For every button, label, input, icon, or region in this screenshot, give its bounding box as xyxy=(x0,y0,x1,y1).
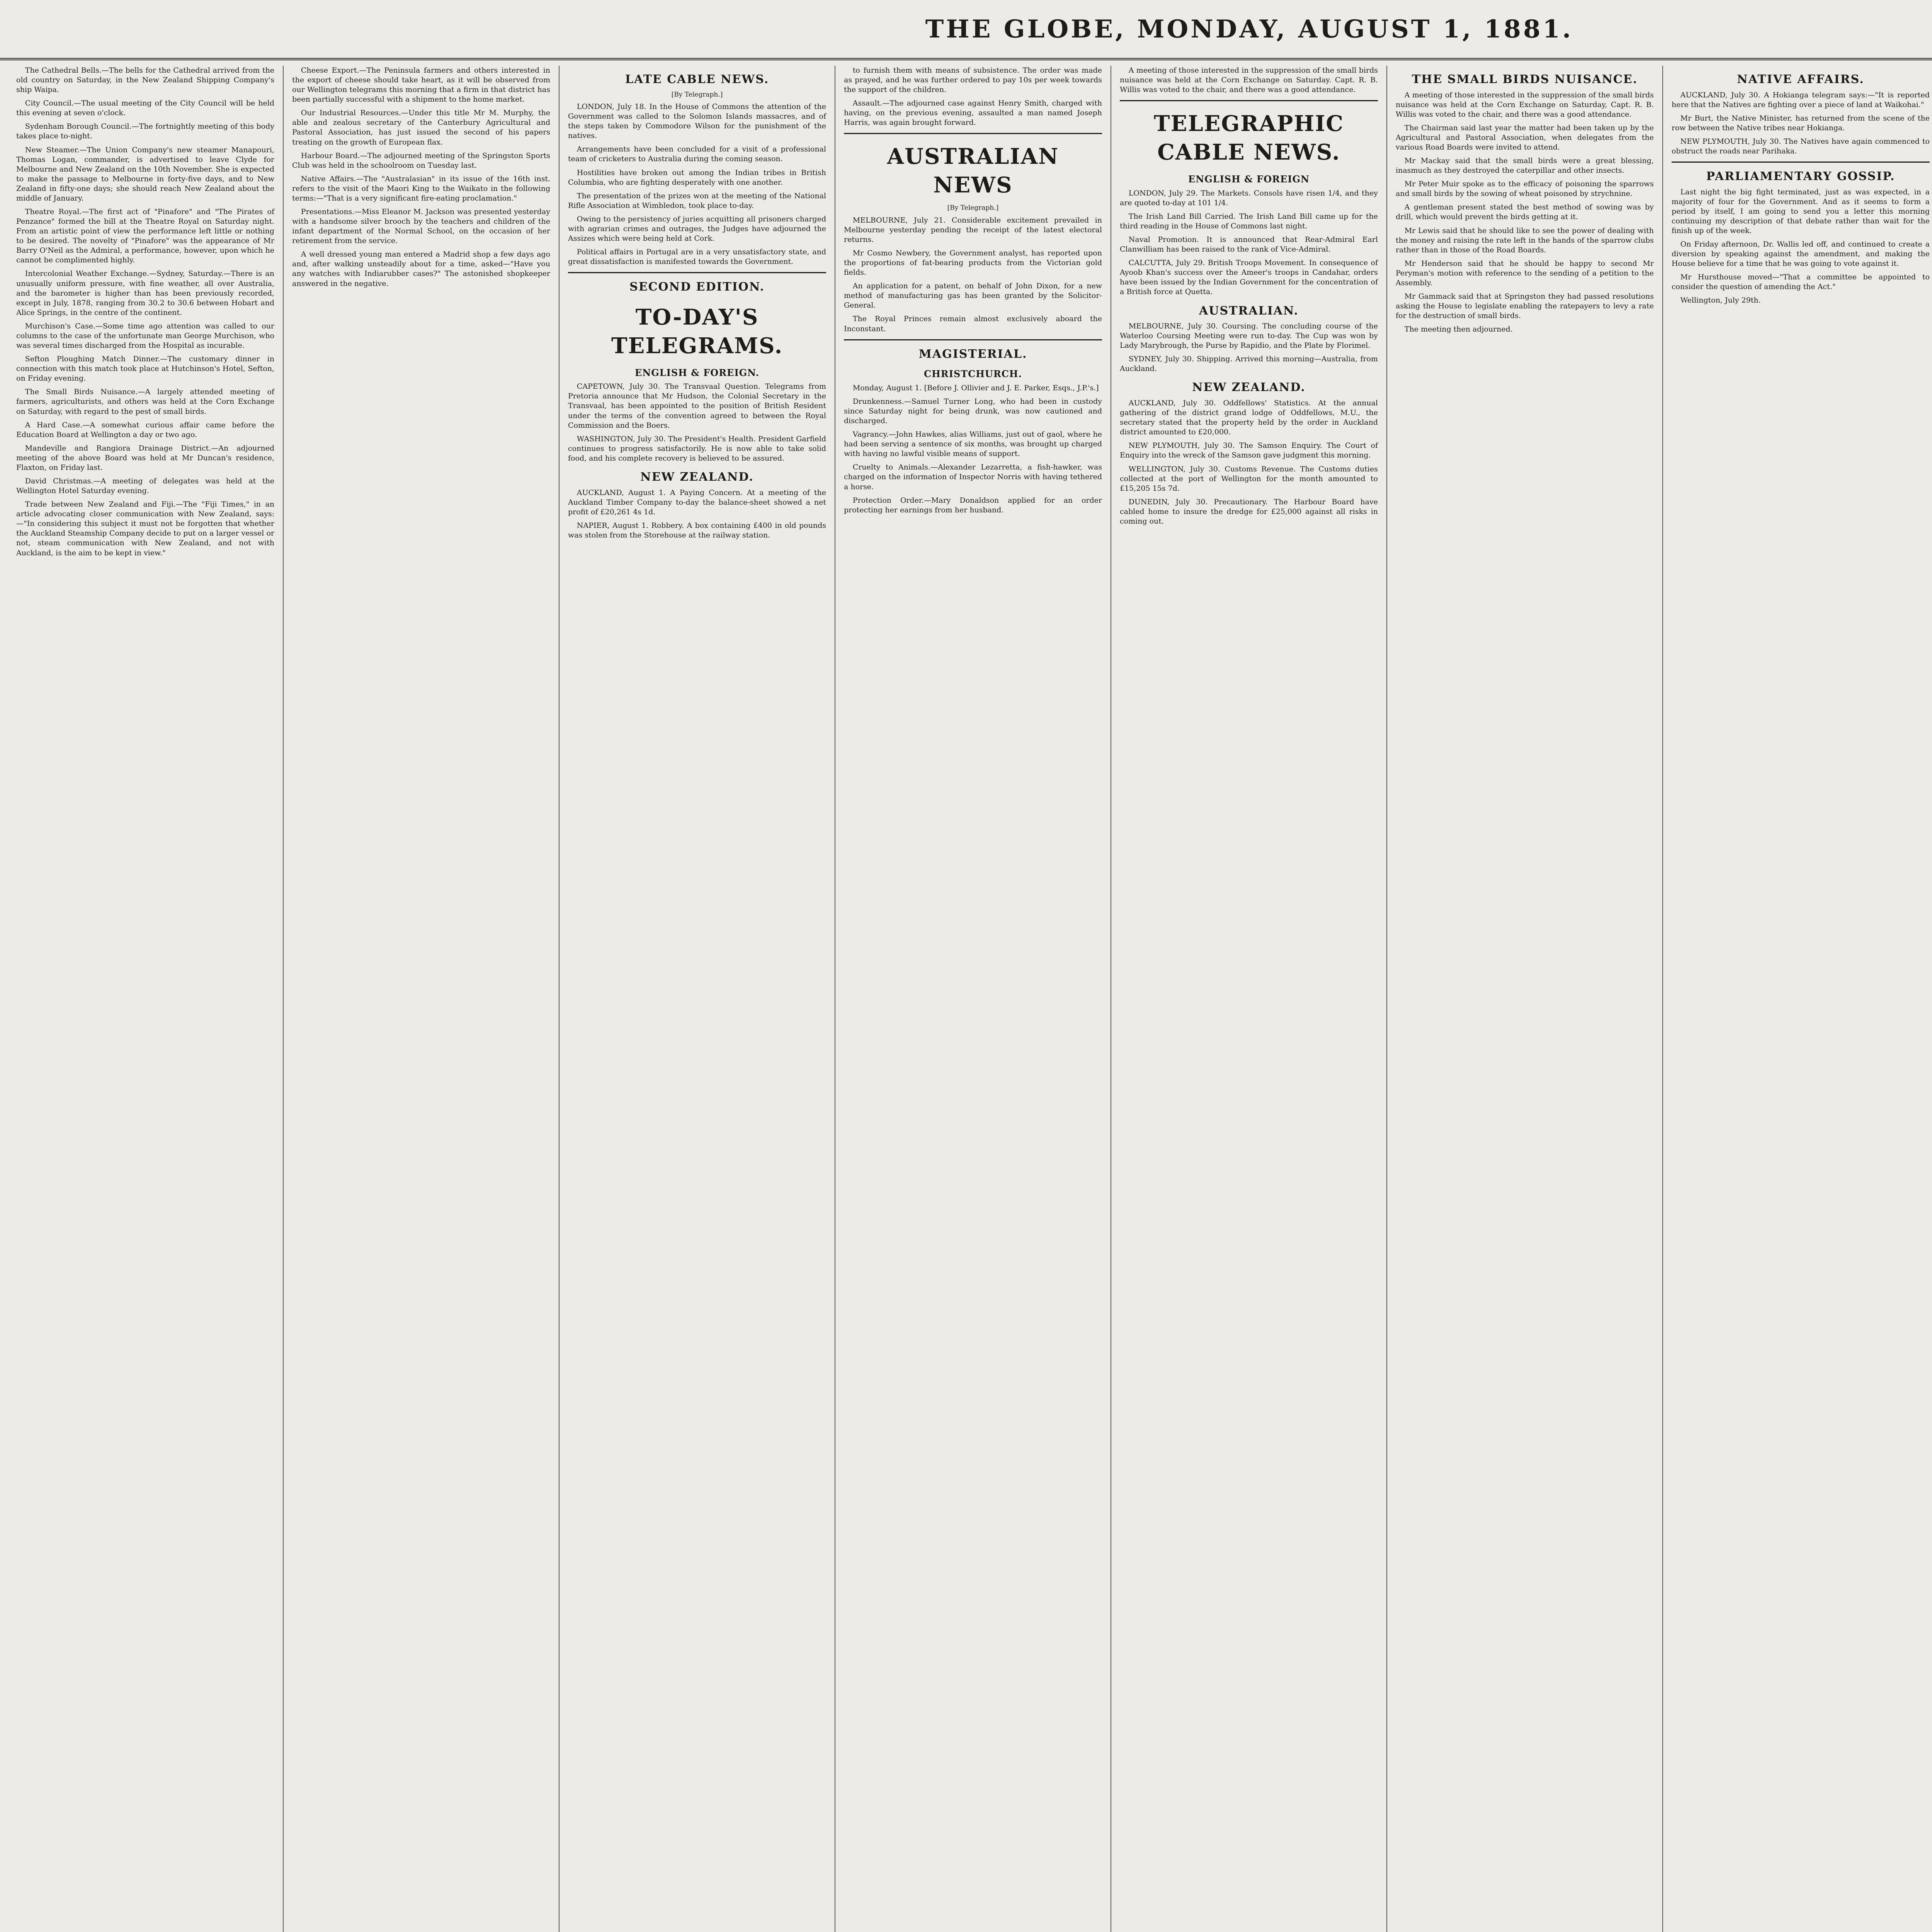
article: NAPIER, August 1. Robbery. A box containing £400 in old pounds was stolen from the Storehouse at the railway station. xyxy=(568,521,826,539)
article: LONDON, July 18. In the House of Commons the attention of the Government was called to the Solomon Islands massacres, and of the steps taken by Commodore Wilson for the punishment of the natives. xyxy=(568,102,826,140)
section-subheading: [By Telegraph.] xyxy=(947,204,999,212)
article: Owing to the persistency of juries acquitting all prisoners charged with agrarian crimes and outrages, the Judges have adjourned the Assizes which were being held at Cork. xyxy=(568,214,826,243)
section-heading: THE SMALL BIRDS NUISANCE. xyxy=(1412,73,1638,86)
article: AUCKLAND, August 1. A Paying Concern. At a meeting of the Auckland Timber Company to-day the balance-sheet showed a net profit of £20,261 4s 1d. xyxy=(568,488,826,516)
divider xyxy=(844,339,1102,340)
article: Mr Henderson said that he should be happy to second Mr Peryman's motion with reference to the sending of a petition to the Assembly. xyxy=(1396,259,1654,287)
article: The Royal Princes remain almost exclusively aboard the Inconstant. xyxy=(844,315,1102,333)
article: Protection Order.—Mary Donaldson applied for an order protecting her earnings from her husband. xyxy=(844,496,1102,514)
article: A meeting of those interested in the suppression of the small birds nuisance was held at the Corn Exchange on Saturday. Capt. R. B. Willis was voted to the chair, and there was a good attendance. xyxy=(1120,66,1378,94)
article: Presentations.—Miss Eleanor M. Jackson was presented yesterday with a handsome silver brooch by the teachers and children of the infant department of the Normal School, on the occasion of her retirement from the service. xyxy=(292,207,550,245)
article: DUNEDIN, July 30. Precautionary. The Harbour Board have cabled home to insure the dredge for £25,000 against all risks in coming out. xyxy=(1120,497,1378,526)
article: NEW PLYMOUTH, July 30. The Natives have again commenced to obstruct the roads near Parihaka. xyxy=(1672,137,1930,155)
newspaper-columns xyxy=(8,66,1932,1932)
masthead xyxy=(0,0,1932,60)
column-5 xyxy=(1111,66,1387,1932)
article: Monday, August 1. [Before J. Ollivier and J. E. Parker, Esqs., J.P.'s.] xyxy=(852,383,1099,392)
section-heading: SECOND EDITION. xyxy=(629,280,765,294)
article: The Irish Land Bill Carried. The Irish Land Bill came up for the third reading in the House of Commons last night. xyxy=(1120,212,1378,230)
column-1 xyxy=(8,66,284,1932)
section-subheading: ENGLISH & FOREIGN. xyxy=(635,367,759,378)
article: The Small Birds Nuisance.—A largely attended meeting of farmers, agriculturists, and others was held at the Corn Exchange on Saturday, with regard to the pest of small birds. xyxy=(16,388,274,416)
divider xyxy=(1120,100,1378,101)
article: Political affairs in Portugal are in a very unsatisfactory state, and great dissatisfaction is manifested towards the Government. xyxy=(568,248,826,266)
article: MELBOURNE, July 21. Considerable excitement prevailed in Melbourne yesterday pending the receipt of the latest electoral returns. xyxy=(844,216,1102,244)
article: Mr Lewis said that he should like to see the power of dealing with the money and raising the rate left in the hands of the sparrow clubs rather than in those of the Road Boards. xyxy=(1396,226,1654,254)
section-subheading: [By Telegraph.] xyxy=(671,90,723,99)
article: Sefton Ploughing Match Dinner.—The customary dinner in connection with this match took place at Hutchinson's Hotel, Sefton, on Friday evening. xyxy=(16,355,274,383)
column-2 xyxy=(284,66,560,1932)
article: A meeting of those interested in the suppression of the small birds nuisance was held at the Corn Exchange on Saturday, Capt. R. B. Willis was voted to the chair, and there was a good attendance. xyxy=(1396,90,1654,119)
article: CAPETOWN, July 30. The Transvaal Question. Telegrams from Pretoria announce that Mr Hudson, the Colonial Secretary in the Transvaal, has been appointed to the position of British Resident under the terms of the convention agreed to between the Royal Commission and the Boers. xyxy=(568,382,826,430)
article: WASHINGTON, July 30. The President's Health. President Garfield continues to progress satisfactorily. He is now able to take solid food, and his complete recovery is believed to be assured. xyxy=(568,434,826,463)
article: The Cathedral Bells.—The bells for the Cathedral arrived from the old country on Saturday, in the New Zealand Shipping Company's ship Waipa. xyxy=(16,66,274,94)
column-7 xyxy=(1663,66,1932,1932)
article: Mr Burt, the Native Minister, has returned from the scene of the row between the Native tribes near Hokianga. xyxy=(1672,114,1930,132)
column-6 xyxy=(1387,66,1663,1932)
section-heading: TELEGRAPHIC CABLE NEWS. xyxy=(1153,111,1344,165)
section-heading: NATIVE AFFAIRS. xyxy=(1737,73,1864,86)
article: On Friday afternoon, Dr. Wallis led off, and continued to create a diversion by speaking against the amendment, and making the House believe for a time that he was going to vote against it. xyxy=(1672,240,1930,268)
section-heading: AUSTRALIAN NEWS xyxy=(887,144,1059,198)
article: LONDON, July 29. The Markets. Consols have risen 1/4, and they are quoted to-day at 101 1/4. xyxy=(1120,189,1378,207)
article: Mr Gammack said that at Springston they had passed resolutions asking the House to legislate enabling the ratepayers to levy a rate for the destruction of small birds. xyxy=(1396,292,1654,320)
article: Cruelty to Animals.—Alexander Lezarretta, a fish-hawker, was charged on the information of Inspector Norris with having tethered a horse. xyxy=(844,463,1102,491)
article: Mr Cosmo Newbery, the Government analyst, has reported upon the proportions of fat-bearing products from the Victorian gold fields. xyxy=(844,248,1102,277)
article: New Steamer.—The Union Company's new steamer Manapouri, Thomas Logan, commander, is advertised to leave Clyde for Melbourne and New Zealand on the 10th November. She is expected to make the passage to Melbourne in forty-five days, and to New Zealand in fifty-one days; she should reach New Zealand about the middle of January. xyxy=(16,145,274,202)
article: AUCKLAND, July 30. Oddfellows' Statistics. At the annual gathering of the district grand lodge of Oddfellows, M.U., the secretary stated that the property held by the order in Auckland district amounted to £20,000. xyxy=(1120,399,1378,437)
article: A Hard Case.—A somewhat curious affair came before the Education Board at Wellington a day or two ago. xyxy=(16,420,274,439)
article: Vagrancy.—John Hawkes, alias Williams, just out of gaol, where he had been serving a sentence of six months, was brought up charged with having no lawful visible means of support. xyxy=(844,430,1102,458)
article: David Christmas.—A meeting of delegates was held at the Wellington Hotel Saturday evening. xyxy=(16,476,274,495)
article: SYDNEY, July 30. Shipping. Arrived this morning—Australia, from Auckland. xyxy=(1120,355,1378,373)
section-heading: TO-DAY'S TELEGRAMS. xyxy=(611,304,783,359)
article: Sydenham Borough Council.—The fortnightly meeting of this body takes place to-night. xyxy=(16,122,274,141)
article: City Council.—The usual meeting of the City Council will be held this evening at seven o'clock. xyxy=(16,99,274,117)
article: A gentleman present stated the best method of sowing was by drill, which would prevent the birds getting at it. xyxy=(1396,203,1654,221)
section-heading: MAGISTERIAL. xyxy=(918,347,1027,361)
article: Mr Hursthouse moved—"That a committee be appointed to consider the question of amending the Act." xyxy=(1672,273,1930,291)
divider xyxy=(568,272,826,273)
article: Native Affairs.—The "Australasian" in its issue of the 16th inst. refers to the visit of the Maori King to the Waikato in the following terms:—"That is a very significant fire-eating proclamation." xyxy=(292,174,550,202)
section-heading: NEW ZEALAND. xyxy=(640,470,754,484)
divider xyxy=(1672,162,1930,163)
section-heading: LATE CABLE NEWS. xyxy=(625,73,769,86)
article: AUCKLAND, July 30. A Hokianga telegram says:—"It is reported here that the Natives are fighting over a piece of land at Waikohai." xyxy=(1672,90,1930,109)
article: Mandeville and Rangiora Drainage District.—An adjourned meeting of the above Board was held at Mr Duncan's residence, Flaxton, on Friday last. xyxy=(16,444,274,472)
article: Mr Peter Muir spoke as to the efficacy of poisoning the sparrows and small birds by the sowing of wheat poisoned by strychnine. xyxy=(1396,180,1654,198)
article: Mr Mackay said that the small birds were a great blessing, inasmuch as they destroyed the caterpillar and other insects. xyxy=(1396,156,1654,175)
article: MELBOURNE, July 30. Coursing. The concluding course of the Waterloo Coursing Meeting were run to-day. The Cup was won by Lady Marybrough, the Purse by Rapidio, and the Plate by Florimel. xyxy=(1120,322,1378,350)
section-heading: AUSTRALIAN. xyxy=(1199,304,1299,318)
article: The Chairman said last year the matter had been taken up by the Agricultural and Pastoral Association, when delegates from the various Road Boards were invited to attend. xyxy=(1396,123,1654,151)
masthead-title: THE GLOBE, MONDAY, AUGUST 1, 1881. xyxy=(925,14,1573,44)
article: Murchison's Case.—Some time ago attention was called to our columns to the case of the unfortunate man George Murchison, who was several times discharged from the Hospital as incurable. xyxy=(16,321,274,350)
article: Drunkenness.—Samuel Turner Long, who had been in custody since Saturday night for being drunk, was now cautioned and discharged. xyxy=(844,397,1102,425)
article: Last night the big fight terminated, just as was expected, in a majority of four for the Government. And as it seems to form a period by itself, I am going to send you a letter this morning continuing my description of that debate rather than wait for the finish up of the week. xyxy=(1672,187,1930,235)
article: Our Industrial Resources.—Under this title Mr M. Murphy, the able and zealous secretary of the Canterbury Agricultural and Pastoral Association, has just issued the second of his papers treating on the growth of European flax. xyxy=(292,109,550,146)
article: Cheese Export.—The Peninsula farmers and others interested in the export of cheese should take heart, as it will be observed from our Wellington telegrams this morning that a firm in that district has been partially successful with a shipment to the home market. xyxy=(292,66,550,104)
article: CALCUTTA, July 29. British Troops Movement. In consequence of Ayoob Khan's success over the Ameer's troops in Candahar, orders have been issued by the Indian Government for the concentration of a British force at Quetta. xyxy=(1120,259,1378,296)
article: WELLINGTON, July 30. Customs Revenue. The Customs duties collected at the port of Wellington for the month amounted to £15,205 15s 7d. xyxy=(1120,464,1378,493)
article: An application for a patent, on behalf of John Dixon, for a new method of manufacturing gas has been granted by the Solicitor-General. xyxy=(844,282,1102,310)
article: Assault.—The adjourned case against Henry Smith, charged with having, on the previous evening, assaulted a man named Joseph Harris, was again brought forward. xyxy=(844,99,1102,127)
article: Naval Promotion. It is announced that Rear-Admiral Earl Clanwilliam has been raised to the rank of Vice-Admiral. xyxy=(1120,235,1378,254)
article: Arrangements have been concluded for a visit of a professional team of cricketers to Australia during the coming season. xyxy=(568,145,826,163)
article: Intercolonial Weather Exchange.—Sydney, Saturday.—There is an unusually uniform pressure, with fine weather, all over Australia, and the barometer is higher than has been previously recorded, except in July, 1878, ranging from 30.2 to 30.6 between Hobart and Alice Springs, in the centre of the continent. xyxy=(16,269,274,317)
section-heading: PARLIAMENTARY GOSSIP. xyxy=(1706,170,1895,184)
section-subheading: ENGLISH & FOREIGN xyxy=(1188,173,1310,185)
section-subheading: CHRISTCHURCH. xyxy=(924,368,1022,380)
column-4 xyxy=(835,66,1111,1932)
article: Trade between New Zealand and Fiji.—The "Fiji Times," in an article advocating closer communication with New Zealand, says:—"In considering this subject it must not be forgotten that whether the Auckland Steamship Company decide to put on a larger vessel or not, steam communication with New Zealand, and not with Auckland, is the aim to be kept in view." xyxy=(16,500,274,557)
divider xyxy=(844,133,1102,134)
article: NEW PLYMOUTH, July 30. The Samson Enquiry. The Court of Enquiry into the wreck of the Samson gave judgment this morning. xyxy=(1120,441,1378,460)
article: Harbour Board.—The adjourned meeting of the Springston Sports Club was held in the schoolroom on Tuesday last. xyxy=(292,151,550,170)
article: A well dressed young man entered a Madrid shop a few days ago and, after walking unsteadily about for a time, asked—"Have you any watches with Indiarubber cases?" The astonished shopkeeper answered in the negative. xyxy=(292,250,550,288)
article: Hostilities have broken out among the Indian tribes in British Columbia, who are fighting desperately with one another. xyxy=(568,168,826,187)
article: The meeting then adjourned. xyxy=(1404,325,1513,334)
article: to furnish them with means of subsistence. The order was made as prayed, and he was further ordered to pay 10s per week towards the support of the children. xyxy=(844,66,1102,94)
article: Theatre Royal.—The first act of "Pinafore" and "The Pirates of Penzance" formed the bill at the Theatre Royal on Saturday night. From an artistic point of view the performance left little or nothing to be desired. The novelty of "Pinafore" was the appearance of Mr Barry O'Neil as the Admiral, a performance, however, upon which he cannot be complimented highly. xyxy=(16,207,274,265)
article: Wellington, July 29th. xyxy=(1680,296,1761,305)
article: The presentation of the prizes won at the meeting of the National Rifle Association at Wimbledon, took place to-day. xyxy=(568,191,826,210)
section-heading: NEW ZEALAND. xyxy=(1192,381,1306,395)
column-3 xyxy=(560,66,835,1932)
